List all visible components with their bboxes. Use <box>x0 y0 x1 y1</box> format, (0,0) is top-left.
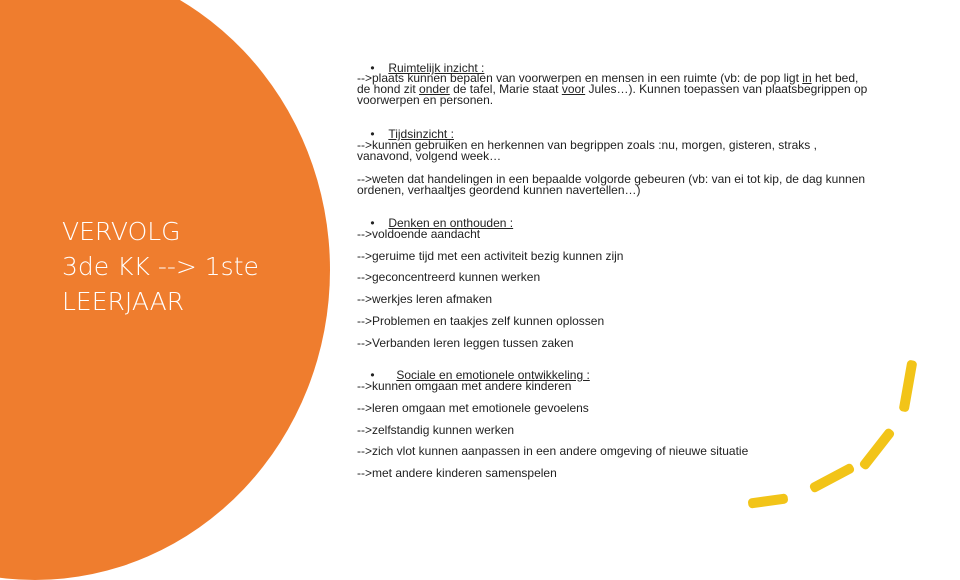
bullet-icon: • <box>370 368 375 382</box>
list-item: -->met andere kinderen samenspelen <box>357 466 557 480</box>
list-item: -->leren omgaan met emotionele gevoelens <box>357 401 589 415</box>
ruimtelijk-text <box>357 73 872 106</box>
ruimtelijk-text-c: de tafel, Marie staat <box>449 82 562 96</box>
ruimtelijk-heading-label: Ruimtelijk inzicht : <box>388 61 485 75</box>
list-item: -->geconcentreerd kunnen werken <box>357 270 541 284</box>
ruimtelijk-word-onder: onder <box>419 82 450 96</box>
yellow-dash <box>858 427 895 471</box>
sociaal-heading-label: Sociale en emotionele ontwikkeling : <box>396 368 590 382</box>
ruimtelijk-text-a: -->plaats kunnen bepalen van voorwerpen en mensen in een ruimte (vb: de pop ligt <box>357 71 803 85</box>
list-item: -->Verbanden leren leggen tussen zaken <box>357 336 574 350</box>
yellow-dash <box>808 462 855 493</box>
list-item: -->geruime tijd met een activiteit bezig kunnen zijn <box>357 249 624 263</box>
yellow-dash <box>747 493 788 508</box>
bullet-icon: • <box>370 127 375 141</box>
list-item: -->zelfstandig kunnen werken <box>357 423 515 437</box>
ruimtelijk-word-in: in <box>802 71 812 85</box>
bullet-icon: • <box>370 61 375 75</box>
list-item: -->werkjes leren afmaken <box>357 292 493 306</box>
list-item: -->zich vlot kunnen aanpassen in een andere omgeving of nieuwe situatie <box>357 444 749 458</box>
slide-title <box>62 214 312 319</box>
ruimtelijk-text-b: het bed, de hond zit <box>357 71 859 96</box>
title-line-2: 3de KK --> 1ste <box>62 252 259 281</box>
ruimtelijk-text-d: Jules…). Kunnen toepassen van plaatsbegrippen op voorwerpen en personen. <box>357 82 868 107</box>
tijdsinzicht-item-1: -->kunnen gebruiken en herkennen van begrippen zoals :nu, morgen, gisteren, straks , vanavond, volgend week… <box>357 138 817 163</box>
list-item: -->kunnen omgaan met andere kinderen <box>357 379 572 393</box>
tijdsinzicht-heading-label: Tijdsinzicht : <box>388 127 454 141</box>
list-item: -->Problemen en taakjes zelf kunnen oplossen <box>357 314 605 328</box>
tijdsinzicht-item-2: -->weten dat handelingen in een bepaalde volgorde gebeuren (vb: van ei tot kip, de dag kunnen ordenen, verhaaltjes geordend kunnen navertellen…) <box>357 172 866 197</box>
title-line-1: VERVOLG <box>62 217 181 246</box>
list-item: -->voldoende aandacht <box>357 227 481 241</box>
denken-heading-label: Denken en onthouden : <box>388 216 514 230</box>
ruimtelijk-word-voor: voor <box>561 82 586 96</box>
yellow-dash <box>899 360 918 413</box>
bullet-icon: • <box>370 216 375 230</box>
title-line-3: LEERJAAR <box>62 287 185 316</box>
